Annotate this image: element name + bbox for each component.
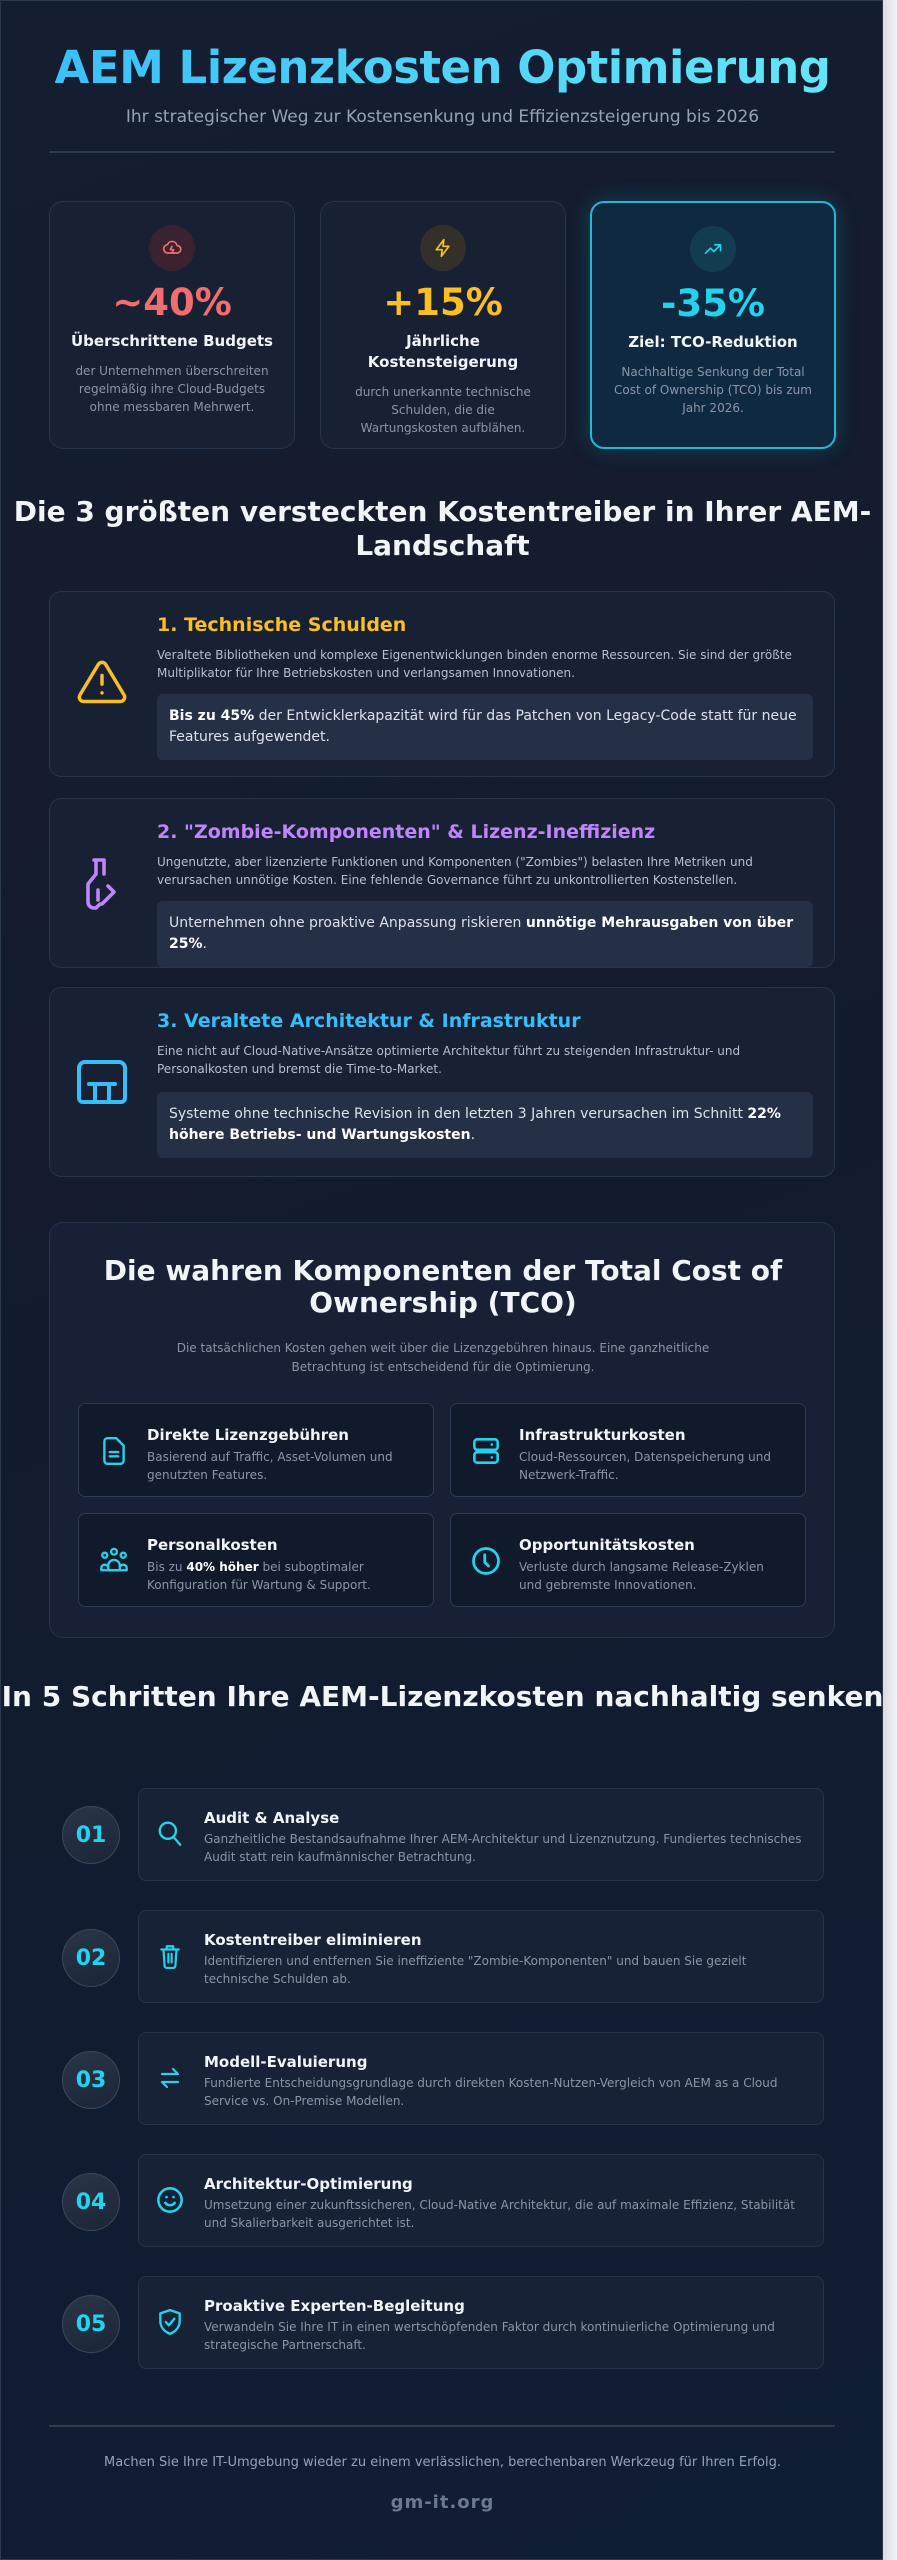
step-desc: Fundierte Entscheidungsgrundlage durch direkten Kosten-Nutzen-Vergleich von AEM as a Cloud Service vs. On-Premise Modellen. — [204, 2076, 778, 2108]
tco-desc: Die tatsächlichen Kosten gehen weit über die Lizenzgebühren hinaus. Eine ganzheitliche Betrachtung ist entscheidend für die Optimierung. — [176, 1341, 710, 1374]
smiley-icon — [153, 2183, 187, 2217]
stat-label: Ziel: TCO-Reduktion — [628, 333, 798, 351]
desc-bold: 40% höher — [186, 1560, 259, 1574]
highlight-bold: 22% höhere Betriebs- und Wartungskosten — [169, 1106, 781, 1143]
tco-title: Die wahren Komponenten der Total Cost of Ownership (TCO) — [103, 1254, 783, 1319]
driver-title: 2. "Zombie-Komponenten" & Lizenz-Ineffizienz — [157, 821, 656, 843]
tco-card-title: Opportunitätskosten — [519, 1536, 695, 1554]
step-title: Modell-Evaluierung — [204, 2053, 368, 2071]
step-number: 05 — [62, 2295, 120, 2353]
driver-desc: Eine nicht auf Cloud-Native-Ansätze optimierte Architektur führt zu steigenden Infrastruktur- und Personalkosten und bremst die Time-to-Market. — [157, 1044, 741, 1076]
warning-triangle-icon — [72, 652, 132, 712]
step-card-expert-support — [138, 2276, 824, 2369]
tco-card-personnel — [78, 1513, 434, 1607]
document-icon — [97, 1434, 131, 1468]
highlight-text: der Entwicklerkapazität wird für das Patchen von Legacy-Code statt für neue Features aufgewendet. — [169, 708, 797, 745]
driver-card-legacy-architecture — [49, 987, 835, 1177]
step-title: Proaktive Experten-Begleitung — [204, 2297, 465, 2315]
step-number: 02 — [62, 1929, 120, 1987]
step-number: 03 — [62, 2051, 120, 2109]
desc-text: bei suboptimaler Konfiguration für Wartung & Support. — [147, 1560, 371, 1592]
stat-value: +15% — [383, 281, 503, 324]
step-number: 04 — [62, 2173, 120, 2231]
stat-card-tco-goal — [590, 201, 836, 449]
step-desc: Verwandeln Sie Ihre IT in einen wertschöpfenden Faktor durch kontinuierliche Optimierung und strategische Partnerschaft. — [204, 2320, 775, 2352]
step-card-eliminate — [138, 1910, 824, 2003]
driver-title: 1. Technische Schulden — [157, 614, 407, 636]
trash-icon — [153, 1939, 187, 1973]
tco-card-title: Direkte Lizenzgebühren — [147, 1426, 349, 1444]
driver-card-technical-debt — [49, 591, 835, 777]
tco-card-title: Personalkosten — [147, 1536, 278, 1554]
tco-card-license-fees — [78, 1403, 434, 1497]
tco-card-desc: Basierend auf Traffic, Asset-Volumen und genutzten Features. — [147, 1450, 393, 1482]
tco-card-desc — [147, 1558, 417, 1594]
stat-card-cost-increase — [320, 201, 566, 449]
server-icon — [469, 1434, 503, 1468]
step-card-model-evaluation — [138, 2032, 824, 2125]
page-subtitle: Ihr strategischer Weg zur Kostensenkung und Effizienzsteigerung bis 2026 — [125, 107, 760, 127]
drivers-section-title: Die 3 größten versteckten Kostentreiber in Ihrer AEM-Landschaft — [13, 495, 872, 562]
step-title: Kostentreiber eliminieren — [204, 1931, 422, 1949]
trending-up-icon — [690, 226, 736, 272]
step-title: Architektur-Optimierung — [204, 2175, 413, 2193]
step-desc: Identifizieren und entfernen Sie ineffiziente "Zombie-Komponenten" und bauen Sie gezielt technische Schulden ab. — [204, 1954, 747, 1986]
footer-divider — [49, 2425, 835, 2427]
divider — [49, 151, 835, 153]
clock-icon — [469, 1544, 503, 1578]
cloud-lightning-icon — [149, 225, 195, 271]
stat-value: ~40% — [112, 281, 232, 324]
stat-desc: durch unerkannte technische Schulden, die die Wartungskosten aufblähen. — [355, 385, 531, 435]
page-edge — [883, 0, 897, 2560]
highlight-bold: Bis zu 45% — [169, 708, 255, 724]
stat-card-budgets — [49, 201, 295, 449]
driver-highlight-box — [157, 1092, 813, 1158]
highlight-text: Unternehmen ohne proaktive Anpassung riskieren — [169, 915, 526, 931]
lightning-icon — [420, 225, 466, 271]
driver-highlight-box — [157, 901, 813, 967]
highlight-tail: . — [470, 1127, 476, 1143]
driver-desc: Veraltete Bibliotheken und komplexe Eigenentwicklungen binden enorme Ressourcen. Sie sind der größte Multiplikator für Ihre Betriebskosten und verlangsamen Innovationen. — [157, 648, 792, 680]
search-icon — [153, 1817, 187, 1851]
steps-section-title: In 5 Schritten Ihre AEM-Lizenzkosten nachhaltig senken — [1, 1680, 884, 1713]
step-desc: Umsetzung einer zukunftssicheren, Cloud-Native Architektur, die auf maximale Effizienz, Stabilität und Skalierbarkeit ausgerichtet ist. — [204, 2198, 795, 2230]
shield-check-icon — [153, 2305, 187, 2339]
zombie-hand-icon — [72, 854, 132, 914]
driver-desc: Ungenutzte, aber lizenzierte Funktionen und Komponenten ("Zombies") belasten Ihre Metriken und verursachen unnötige Kosten. Eine fehlende Governance führt zu unkontrollierten Kostenstellen. — [157, 855, 753, 887]
tco-card-infrastructure — [450, 1403, 806, 1497]
highlight-text: Systeme ohne technische Revision in den letzten 3 Jahren verursachen im Schnitt — [169, 1106, 748, 1122]
tco-card-desc: Cloud-Ressourcen, Datenspeicherung und Netzwerk-Traffic. — [519, 1450, 771, 1482]
driver-title: 3. Veraltete Architektur & Infrastruktur — [157, 1010, 581, 1032]
step-card-audit — [138, 1788, 824, 1881]
driver-highlight-box — [157, 694, 813, 760]
page-title: AEM Lizenzkosten Optimierung — [1, 41, 884, 94]
footer-text: Machen Sie Ihre IT-Umgebung wieder zu einem verlässlichen, berechenbaren Werkzeug für Ihren Erfolg. — [104, 2455, 781, 2470]
stat-label: Jährliche Kostensteigerung — [367, 332, 519, 371]
legacy-building-icon — [72, 1052, 132, 1112]
stat-label: Überschrittene Budgets — [71, 332, 273, 350]
team-icon — [97, 1544, 131, 1578]
step-number: 01 — [62, 1806, 120, 1864]
highlight-tail: . — [202, 936, 207, 952]
highlight-bold: unnötige Mehrausgaben von über 25% — [169, 915, 794, 952]
tco-card-opportunity — [450, 1513, 806, 1607]
tco-card-title: Infrastrukturkosten — [519, 1426, 686, 1444]
step-title: Audit & Analyse — [204, 1809, 340, 1827]
tco-section — [49, 1222, 835, 1638]
desc-text: Bis zu — [147, 1560, 187, 1574]
step-desc: Ganzheitliche Bestandsaufnahme Ihrer AEM-Architektur und Lizenznutzung. Fundiertes technisches Audit statt rein kaufmännischer Betrachtung. — [204, 1832, 802, 1864]
tco-card-desc: Verluste durch langsame Release-Zyklen und gebremste Innovationen. — [519, 1560, 764, 1592]
swap-arrows-icon — [153, 2061, 187, 2095]
stat-desc: Nachhaltige Senkung der Total Cost of Ownership (TCO) bis zum Jahr 2026. — [614, 365, 812, 415]
stat-desc: der Unternehmen überschreiten regelmäßig ihre Cloud-Budgets ohne messbaren Mehrwert. — [75, 364, 269, 414]
step-card-architecture — [138, 2154, 824, 2247]
stat-value: -35% — [661, 282, 765, 325]
driver-card-zombie-components — [49, 798, 835, 968]
footer-brand-link[interactable]: gm-it.org — [390, 2492, 495, 2513]
